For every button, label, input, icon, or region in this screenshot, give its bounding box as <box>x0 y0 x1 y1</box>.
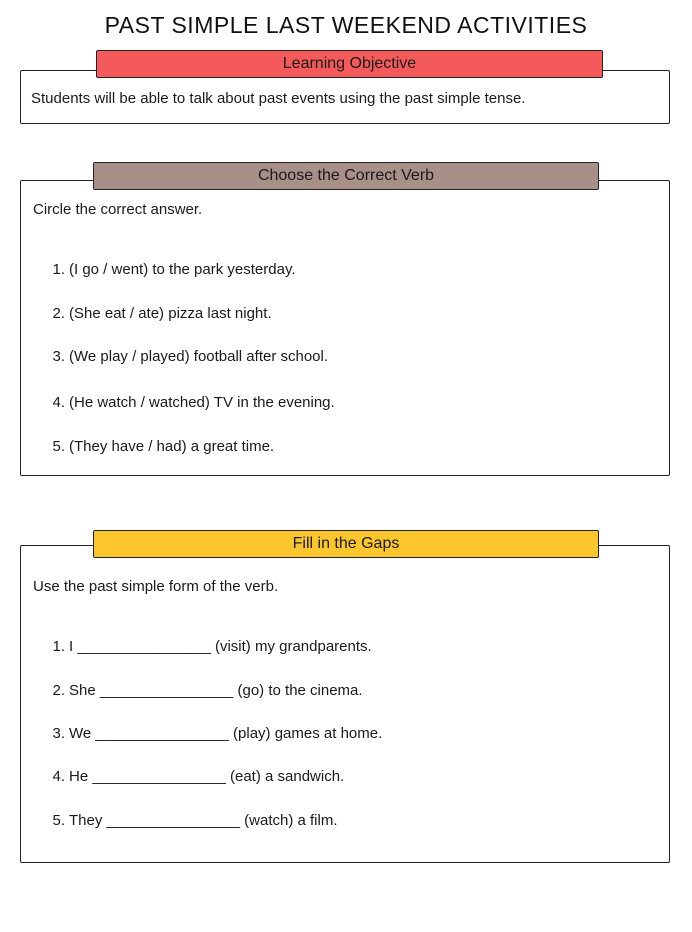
item-number: 2. <box>52 305 65 322</box>
item-text: (She eat / ate) pizza last night. <box>69 305 272 322</box>
choose-verb-header-label: Choose the Correct Verb <box>257 167 435 184</box>
list-item <box>43 348 328 365</box>
fill-gaps-header <box>93 530 599 558</box>
list-item <box>43 394 335 411</box>
item-text: (They have / had) a great time. <box>69 438 275 455</box>
list-item <box>43 438 274 455</box>
item-number: 4. <box>52 768 65 785</box>
choose-verb-box <box>20 180 670 476</box>
item-text: I ________________ (visit) my grandparents. <box>69 638 372 655</box>
fill-gaps-header-label: Fill in the Gaps <box>292 535 400 552</box>
choose-verb-header <box>93 162 599 190</box>
item-number: 5. <box>52 438 65 455</box>
objective-box <box>20 70 670 124</box>
list-item <box>43 812 338 829</box>
fill-gaps-instruction: Use the past simple form of the verb. <box>33 578 279 595</box>
list-item <box>43 768 344 785</box>
item-number: 1. <box>52 638 65 655</box>
item-text: We ________________ (play) games at home. <box>69 725 383 742</box>
item-number: 5. <box>52 812 65 829</box>
page-title: PAST SIMPLE LAST WEEKEND ACTIVITIES <box>104 12 588 38</box>
list-item <box>43 725 382 742</box>
item-text: He ________________ (eat) a sandwich. <box>69 768 345 785</box>
item-number: 2. <box>52 682 65 699</box>
list-item <box>43 261 296 278</box>
item-text: They ________________ (watch) a film. <box>69 812 338 829</box>
item-text: She ________________ (go) to the cinema. <box>69 682 363 699</box>
objective-header <box>96 50 603 78</box>
list-item <box>43 305 272 322</box>
item-text: (We play / played) football after school. <box>69 348 329 365</box>
item-text: (He watch / watched) TV in the evening. <box>69 394 335 411</box>
fill-gaps-box <box>20 545 670 863</box>
objective-header-label: Learning Objective <box>282 55 417 72</box>
item-number: 1. <box>52 261 65 278</box>
item-text: (I go / went) to the park yesterday. <box>69 261 296 278</box>
item-number: 4. <box>52 394 65 411</box>
item-number: 3. <box>52 348 65 365</box>
list-item <box>43 638 372 655</box>
objective-text: Students will be able to talk about past events using the past simple tense. <box>31 90 526 107</box>
list-item <box>43 682 363 699</box>
choose-verb-instruction: Circle the correct answer. <box>33 201 203 218</box>
item-number: 3. <box>52 725 65 742</box>
